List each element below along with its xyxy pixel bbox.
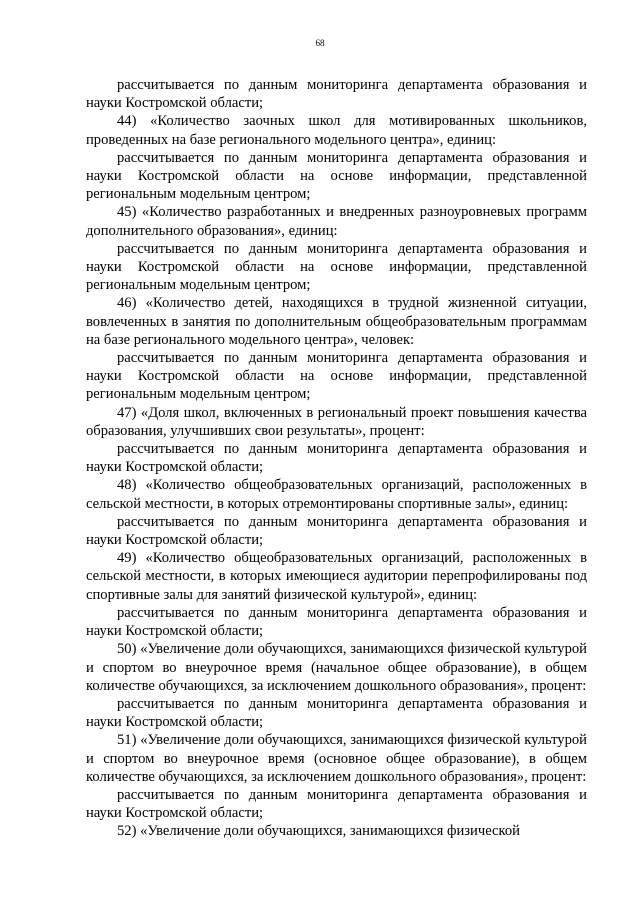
paragraph: рассчитывается по данным мониторинга департамента образования и науки Костромской области на основе информации, представленной региональным модельным центром; [86, 149, 587, 203]
paragraph: рассчитывается по данным мониторинга департамента образования и науки Костромской области на основе информации, представленной региональным модельным центром; [86, 350, 587, 403]
paragraph: 52) «Увеличение доли обучающихся, занимающихся физической [117, 823, 520, 840]
paragraph: рассчитывается по данным мониторинга департамента образования и науки Костромской области; [86, 604, 587, 640]
paragraph: рассчитывается по данным мониторинга департамента образования и науки Костромской области; [86, 513, 587, 549]
page-number: 68 [315, 38, 325, 48]
paragraph: 51) «Увеличение доли обучающихся, занимающихся физической культурой и спортом во внеурочное время (основное общее образование), в общем количестве обучающихся, за исключением дошкольного образования», процент: [86, 732, 587, 785]
paragraph: 50) «Увеличение доли обучающихся, занимающихся физической культурой и спортом во внеурочное время (начальное общее образование), в общем количестве обучающихся, за исключением дошкольного образования», процент: [86, 641, 587, 694]
paragraph: рассчитывается по данным мониторинга департамента образования и науки Костромской области; [86, 441, 587, 476]
paragraph: 48) «Количество общеобразовательных организаций, расположенных в сельской местности, в которых отремонтированы спортивные залы», единиц: [86, 477, 587, 512]
document-body [86, 76, 587, 841]
paragraph: 45) «Количество разработанных и внедренных разноуровневых программ дополнительного образования», единиц: [86, 204, 587, 239]
paragraph: рассчитывается по данным мониторинга департамента образования и науки Костромской области; [86, 695, 587, 731]
paragraph: 44) «Количество заочных школ для мотивированных школьников, проведенных на базе регионального модельного центра», единиц: [86, 113, 587, 148]
paragraph: рассчитывается по данным мониторинга департамента образования и науки Костромской области; [86, 77, 587, 112]
paragraph: 47) «Доля школ, включенных в региональный проект повышения качества образования, улучшивших свои результаты», процент: [86, 404, 587, 439]
paragraph: рассчитывается по данным мониторинга департамента образования и науки Костромской области; [86, 786, 587, 822]
paragraph: 49) «Количество общеобразовательных организаций, расположенных в сельской местности, в которых имеющиеся аудитории перепрофилированы под спортивные залы для занятий физической культурой», единиц: [86, 550, 587, 603]
paragraph: рассчитывается по данным мониторинга департамента образования и науки Костромской области на основе информации, представленной региональным модельным центром; [86, 240, 587, 294]
paragraph: 46) «Количество детей, находящихся в трудной жизненной ситуации, вовлеченных в занятия по дополнительным общеобразовательным программам на базе регионального модельного центра», человек: [86, 295, 587, 348]
